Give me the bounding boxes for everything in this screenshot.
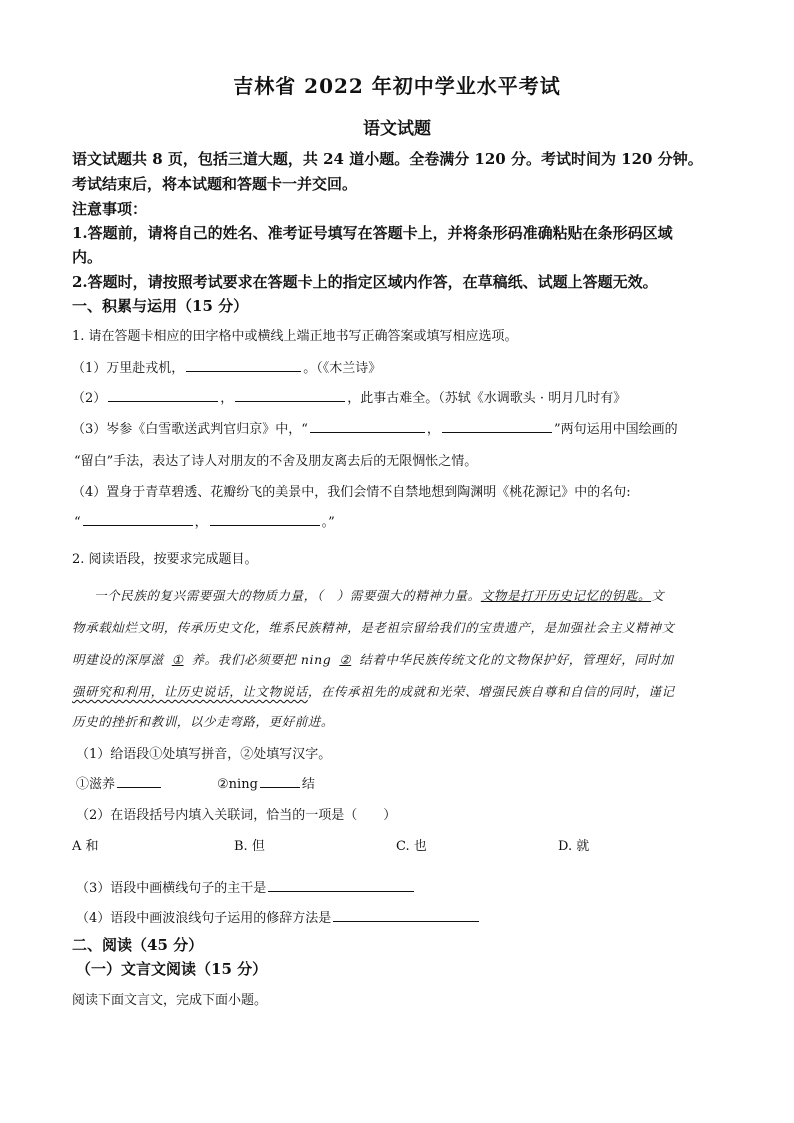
note-1-line-b: 内。 [72, 248, 103, 266]
page-title: 吉林省 2022 年初中学业水平考试 [233, 74, 561, 98]
notes-heading: 注意事项： [72, 200, 148, 218]
option-d[interactable]: D. 就 [558, 839, 590, 854]
q1-item-3-line-2: “留白”手法，表达了诗人对朋友的不舍及朋友离去后的无限惆怅之情。 [74, 454, 478, 469]
q1-item-4: （4）置身于青草碧透、花瓣纷飞的美景中，我们会情不自禁地想到陶渊明《桃花源记》中的名句: [72, 485, 631, 500]
answer-blank[interactable] [108, 387, 218, 402]
answer-blank[interactable] [235, 387, 345, 402]
q1-stem: 1. 请在答题卡相应的田字格中或横线上端正地书写正确答案或填写相应选项。 [72, 329, 518, 344]
option-b[interactable]: B. 但 [234, 839, 265, 854]
section-2-heading: 二、阅读（45 分） [72, 936, 204, 954]
option-a[interactable]: A 和 [72, 839, 99, 854]
blank-marker-1: ① [171, 652, 184, 667]
q2-stem: 2. 阅读语段，按要求完成题目。 [72, 552, 258, 567]
q1-item-4-line-2: “ ， 。” [74, 511, 335, 530]
passage-line-4: 强研究和利用，让历史说话，让文物说话，在传承祖先的成就和光荣、增强民族自尊和自信的同时，谨记 [72, 684, 675, 699]
note-2: 2.答题时，请按照考试要求在答题卡上的指定区域内作答，在草稿纸、试题上答题无效。 [72, 273, 658, 291]
answer-blank[interactable] [117, 773, 161, 788]
passage-line-5: 历史的挫折和教训，以少走弯路，更好前进。 [72, 714, 335, 729]
answer-blank[interactable] [268, 877, 414, 892]
passage-line-2: 物承载灿烂文明，传承历史文化，维系民族精神，是老祖宗留给我们的宝贵遗产，是加强社会主义精神文 [72, 620, 675, 635]
option-c[interactable]: C. 也 [396, 839, 427, 854]
section-2-sub-heading: （一）文言文阅读（15 分） [76, 960, 268, 978]
q2-sub-1: （1）给语段①处填写拼音，②处填写汉字。 [76, 747, 332, 762]
reading-instruction: 阅读下面文言文，完成下面小题。 [72, 993, 268, 1008]
intro-line-1: 语文试题共 8 页，包括三道大题，共 24 道小题。全卷满分 120 分。考试时间为 120 分钟。 [72, 150, 703, 168]
passage-line-3: 明建设的深厚滋 ① 养。我们必须要把 ning ② 结着中华民族传统文化的文物保护好，管理好，同时加 [72, 652, 674, 667]
section-1-heading: 一、积累与运用（15 分） [72, 297, 249, 315]
underlined-sentence: 文物是打开历史记忆的钥匙。 [480, 588, 652, 603]
answer-blank[interactable] [83, 511, 193, 526]
q2-sub-1-answers: ①滋养 ②ning 结 [76, 773, 315, 792]
blank-marker-2: ② [339, 652, 352, 667]
q2-sub-2: （2）在语段括号内填入关联词，恰当的一项是（ ） [76, 808, 397, 823]
wavy-sentence: 强研究和利用，让历史说话，让文物说话 [72, 684, 308, 699]
q2-sub-4: （4）语段中画波浪线句子运用的修辞方法是 [76, 907, 481, 926]
q1-item-3: （3）岑参《白雪歌送武判官归京》中，“ ， ”两句运用中国绘画的 [72, 418, 678, 437]
answer-blank[interactable] [186, 357, 301, 372]
page-subtitle: 语文试题 [363, 119, 431, 139]
q2-sub-3: （3）语段中画横线句子的主干是 [76, 877, 416, 896]
intro-line-2: 考试结束后，将本试题和答题卡一并交回。 [72, 175, 358, 193]
answer-blank[interactable] [260, 773, 300, 788]
q1-item-1: （1）万里赴戎机， 。（《木兰诗》 [72, 357, 381, 376]
answer-blank[interactable] [333, 907, 479, 922]
answer-blank[interactable] [310, 418, 425, 433]
note-1-line-a: 1.答题前，请将自己的姓名、准考证号填写在答题卡上，并将条形码准确粘贴在条形码区域 [72, 224, 673, 242]
answer-blank[interactable] [442, 418, 552, 433]
passage-line-1: 一个民族的复兴需要强大的物质力量，（ ）需要强大的精神力量。文物是打开历史记忆的钥匙。文 [94, 588, 665, 603]
q1-item-2: （2） ， ，此事古难全。（苏轼《水调歌头 · 明月几时有》 [72, 387, 626, 406]
answer-blank[interactable] [210, 511, 320, 526]
